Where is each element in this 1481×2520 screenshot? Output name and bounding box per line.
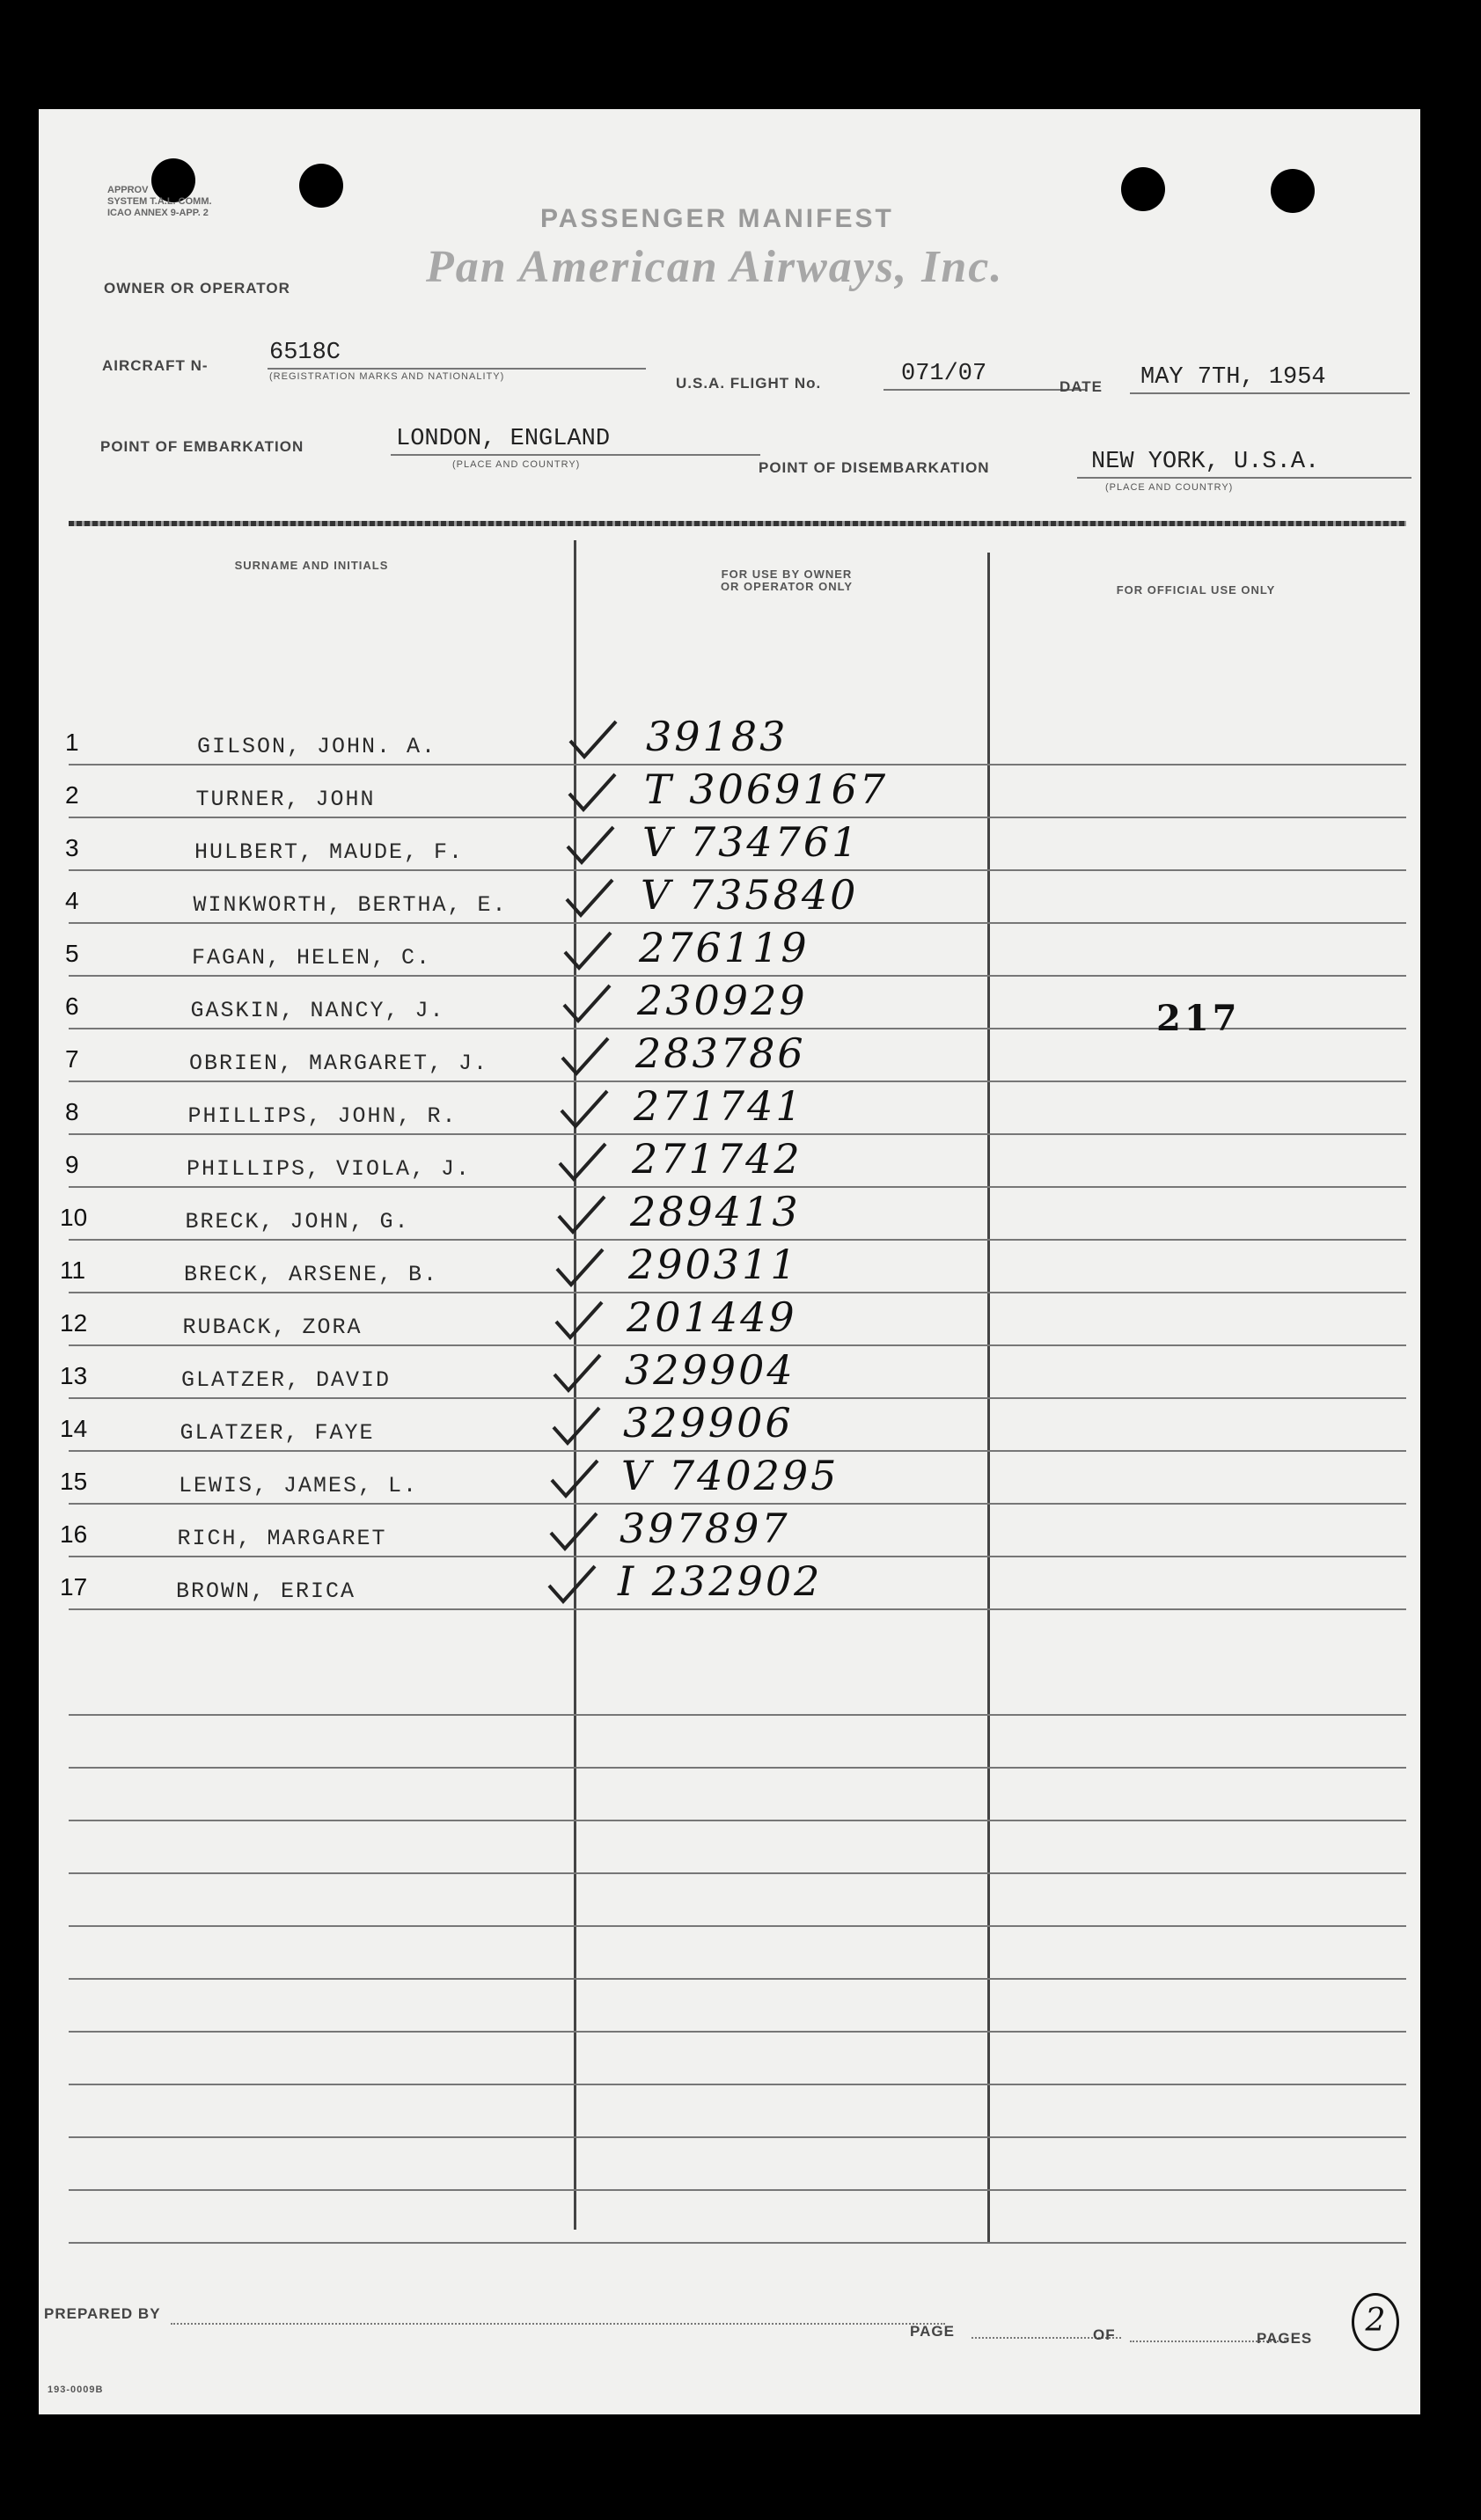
passenger-reference: 290311 <box>628 1241 799 1288</box>
check-mark <box>550 1404 603 1453</box>
passenger-reference: 283786 <box>635 1029 806 1077</box>
passenger-number: 7 <box>65 1045 79 1073</box>
passenger-number: 13 <box>60 1362 88 1389</box>
passenger-number: 8 <box>65 1098 79 1125</box>
punch-hole <box>1121 167 1165 211</box>
passenger-number: 14 <box>60 1415 88 1442</box>
company-name: Pan American Airways, Inc. <box>426 242 1004 292</box>
passenger-number: 9 <box>65 1151 79 1178</box>
passenger-name: RUBACK, ZORA <box>182 1315 363 1340</box>
row-line <box>69 1767 1406 1769</box>
punch-hole <box>299 164 343 208</box>
owner-label: OWNER OR OPERATOR <box>104 280 290 297</box>
passenger-name: GASKIN, NANCY, J. <box>190 998 445 1023</box>
passenger-number: 4 <box>65 887 79 914</box>
check-mark <box>561 982 613 1030</box>
check-mark <box>554 1246 606 1294</box>
row-line <box>69 1925 1406 1927</box>
passenger-reference: 230929 <box>637 977 808 1024</box>
passenger-name: WINKWORTH, BERTHA, E. <box>193 892 508 918</box>
passenger-number: 3 <box>65 834 79 861</box>
passenger-name: PHILLIPS, JOHN, R. <box>187 1103 458 1129</box>
row-line <box>69 2242 1406 2244</box>
passenger-reference: 276119 <box>639 924 810 971</box>
check-mark <box>556 1140 609 1189</box>
passenger-name: GLATZER, FAYE <box>180 1420 375 1446</box>
check-mark <box>566 771 619 819</box>
check-mark <box>553 1299 605 1347</box>
passenger-name: OBRIEN, MARGARET, J. <box>189 1051 489 1076</box>
passenger-name: PHILLIPS, VIOLA, J. <box>187 1156 472 1182</box>
passenger-name: GILSON, JOHN. A. <box>197 734 437 759</box>
passenger-reference: 271741 <box>634 1082 804 1130</box>
passenger-number: 16 <box>60 1520 88 1548</box>
passenger-name: BRECK, JOHN, G. <box>185 1209 410 1234</box>
row-line <box>69 1978 1406 1980</box>
check-mark <box>567 718 620 766</box>
row-line <box>69 2189 1406 2191</box>
passenger-name: RICH, MARGARET <box>177 1526 387 1551</box>
row-line <box>69 2084 1406 2085</box>
passenger-number: 2 <box>65 781 79 809</box>
embarkation-value: LONDON, ENGLAND <box>396 426 611 452</box>
column-header-name: SURNAME AND INITIALS <box>234 559 389 572</box>
passenger-reference: 271742 <box>632 1135 803 1183</box>
disembarkation-label: POINT OF DISEMBARKATION <box>759 459 990 476</box>
of-label: OF <box>1093 2326 1116 2343</box>
disembarkation-value: NEW YORK, U.S.A. <box>1091 449 1320 475</box>
check-mark <box>563 876 616 925</box>
check-mark <box>559 1035 612 1083</box>
registration-caption: (REGISTRATION MARKS AND NATIONALITY) <box>269 371 505 382</box>
passenger-reference: 329904 <box>625 1346 795 1394</box>
row-line <box>69 1872 1406 1874</box>
flight-value: 071/07 <box>901 361 987 387</box>
passenger-number: 17 <box>60 1573 88 1601</box>
date-label: DATE <box>1059 378 1103 395</box>
passenger-number: 15 <box>60 1468 88 1495</box>
passenger-number: 6 <box>65 993 79 1020</box>
passenger-number: 12 <box>60 1309 88 1337</box>
passenger-name: LEWIS, JAMES, L. <box>179 1473 419 1498</box>
passenger-reference: I 232902 <box>618 1557 823 1605</box>
passenger-reference: V 735840 <box>641 871 859 919</box>
embarkation-label: POINT OF EMBARKATION <box>100 438 304 455</box>
flight-label: U.S.A. FLIGHT No. <box>676 375 822 392</box>
passenger-name: GLATZER, DAVID <box>181 1367 392 1393</box>
aircraft-label: AIRCRAFT N- <box>102 357 209 374</box>
passenger-name: TURNER, JOHN <box>195 787 376 812</box>
passenger-reference: 289413 <box>630 1188 801 1235</box>
passenger-name: BROWN, ERICA <box>176 1579 356 1604</box>
passenger-reference: 201449 <box>627 1293 797 1341</box>
prepared-label: PREPARED BY <box>44 2305 161 2322</box>
check-mark <box>546 1563 598 1611</box>
passenger-reference: 39183 <box>646 713 788 760</box>
row-line <box>69 2031 1406 2033</box>
disembarkation-caption: (PLACE AND COUNTRY) <box>1105 482 1234 493</box>
aircraft-value: 6518C <box>269 340 341 366</box>
official-note: 217 <box>1156 998 1241 1039</box>
passenger-reference: 329906 <box>623 1399 794 1447</box>
passenger-reference: V 740295 <box>621 1452 839 1499</box>
passenger-number: 1 <box>65 729 79 756</box>
column-header-owner: FOR USE BY OWNER OR OPERATOR ONLY <box>720 568 854 593</box>
passenger-number: 5 <box>65 940 79 967</box>
passenger-reference: T 3069167 <box>644 766 889 813</box>
sheet-number: 2 <box>1352 2293 1399 2351</box>
passenger-number: 11 <box>60 1256 86 1284</box>
row-line <box>69 1608 1406 1610</box>
manifest-page <box>39 109 1420 2414</box>
check-mark <box>558 1088 611 1136</box>
punch-hole <box>1271 169 1315 213</box>
document-title: PASSENGER MANIFEST <box>540 204 894 233</box>
row-line <box>69 1714 1406 1716</box>
passenger-reference: V 734761 <box>642 818 861 866</box>
form-code: 193-0009B <box>48 2384 104 2395</box>
check-mark <box>564 824 617 872</box>
approval-stamp: APPROV SYSTEM T.A.L. COMM. ICAO ANNEX 9-APP. 2 <box>107 185 212 218</box>
row-line <box>69 1820 1406 1821</box>
pages-label: PAGES <box>1257 2330 1313 2347</box>
passenger-reference: 397897 <box>620 1505 790 1552</box>
passenger-name: HULBERT, MAUDE, F. <box>194 839 465 865</box>
embarkation-caption: (PLACE AND COUNTRY) <box>452 459 581 470</box>
passenger-name: FAGAN, HELEN, C. <box>192 945 432 971</box>
check-mark <box>547 1510 600 1558</box>
check-mark <box>548 1457 601 1505</box>
column-header-official: FOR OFFICIAL USE ONLY <box>1116 583 1276 597</box>
date-value: MAY 7TH, 1954 <box>1140 364 1326 391</box>
table-top-rule <box>69 521 1406 526</box>
passenger-name: BRECK, ARSENE, B. <box>184 1262 439 1287</box>
page-label: PAGE <box>910 2323 955 2340</box>
row-line <box>69 2136 1406 2138</box>
passenger-number: 10 <box>60 1204 88 1231</box>
check-mark <box>555 1193 608 1242</box>
check-mark <box>551 1352 604 1400</box>
check-mark <box>561 929 614 978</box>
